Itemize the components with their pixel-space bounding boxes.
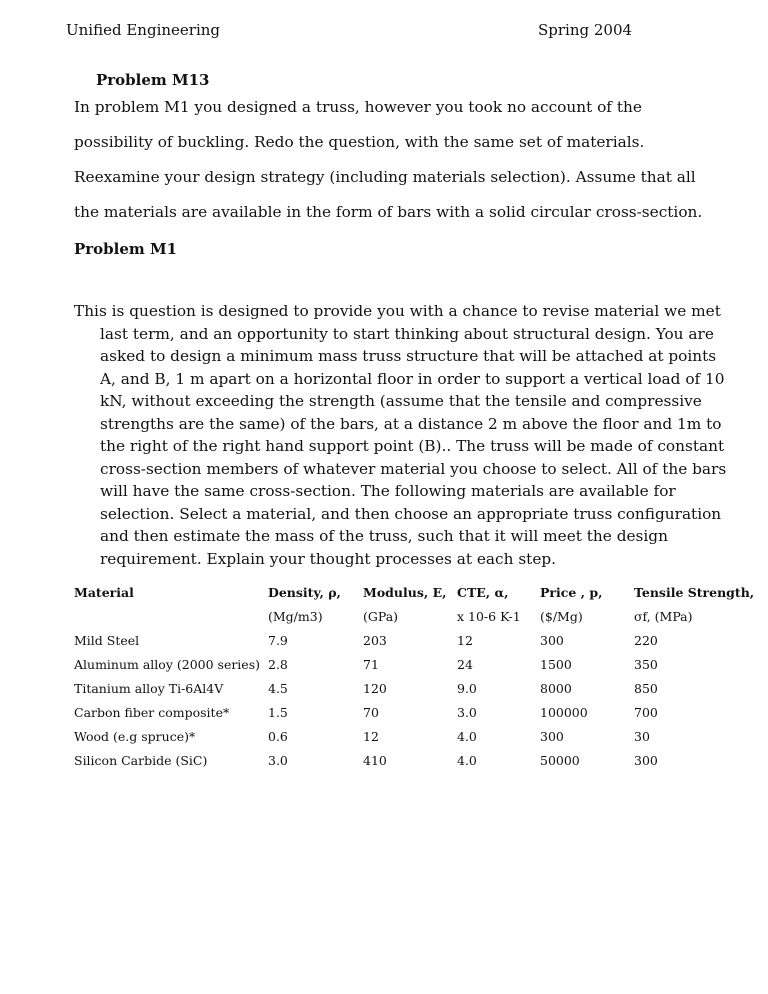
cell-strength: 700 xyxy=(634,704,658,720)
unit-strength: σf, (MPa) xyxy=(634,608,693,624)
table-row xyxy=(70,748,758,772)
cell-modulus: 203 xyxy=(363,632,387,648)
cell-density: 4.5 xyxy=(268,680,288,696)
table-row xyxy=(70,700,758,724)
table-row xyxy=(70,652,758,676)
col-header-price: Price , p, xyxy=(540,584,603,600)
cell-density: 0.6 xyxy=(268,728,288,744)
unit-modulus: (GPa) xyxy=(363,608,399,624)
cell-price: 100000 xyxy=(540,704,588,720)
cell-strength: 350 xyxy=(634,656,658,672)
unit-density: (Mg/m3) xyxy=(268,608,323,624)
cell-density: 2.8 xyxy=(268,656,288,672)
cell-cte: 3.0 xyxy=(457,704,477,720)
header-course: Unified Engineering xyxy=(66,21,221,39)
cell-price: 1500 xyxy=(540,656,572,672)
cell-density: 3.0 xyxy=(268,752,288,768)
cell-price: 50000 xyxy=(540,752,580,768)
col-header-density: Density, ρ, xyxy=(268,584,341,600)
cell-price: 8000 xyxy=(540,680,572,696)
problem-m13-title: Problem M13 xyxy=(96,71,210,89)
cell-density: 7.9 xyxy=(268,632,288,648)
header-term: Spring 2004 xyxy=(538,21,633,39)
cell-strength: 850 xyxy=(634,680,658,696)
cell-modulus: 70 xyxy=(363,704,379,720)
table-header-row xyxy=(70,580,758,604)
cell-cte: 12 xyxy=(457,632,473,648)
cell-modulus: 12 xyxy=(363,728,379,744)
cell-density: 1.5 xyxy=(268,704,288,720)
col-header-cte: CTE, α, xyxy=(457,584,509,600)
cell-modulus: 410 xyxy=(363,752,387,768)
cell-price: 300 xyxy=(540,632,564,648)
cell-cte: 9.0 xyxy=(457,680,477,696)
cell-cte: 4.0 xyxy=(457,752,477,768)
col-header-strength: Tensile Strength, xyxy=(634,584,755,600)
materials-table xyxy=(70,580,758,772)
unit-material xyxy=(70,604,264,628)
unit-price: ($/Mg) xyxy=(540,608,583,624)
cell-material: Aluminum alloy (2000 series) xyxy=(74,656,260,672)
cell-modulus: 120 xyxy=(363,680,387,696)
problem-m1-body: This is question is designed to provide you with a chance to revise material we met last term, and an opportunity to start thinking about structural design. You are asked to design a minimum mass truss structure that will be attached at points A, and B, 1 m apart on a horizontal floor in order to support a vertical load of 10 kN, without exceeding the strength (assume that the tensile and compressive strengths are the same) of the bars, at a distance 2 m above the floor and 1m to the right of the right hand support point (B).. The truss will be made of constant cross-section members of whatever material you choose to select. All of the bars will have the same cross-section. The following materials are available for selection. Select a material, and then choose an appropriate truss configuration and then estimate the mass of the truss, such that it will meet the design requirement. Explain your thought processes at each step. xyxy=(74,302,727,568)
cell-modulus: 71 xyxy=(363,656,379,672)
table-row xyxy=(70,724,758,748)
cell-cte: 24 xyxy=(457,656,473,672)
col-header-modulus: Modulus, E, xyxy=(363,584,447,600)
problem-m1-title: Problem M1 xyxy=(74,240,178,258)
cell-strength: 30 xyxy=(634,728,650,744)
cell-material: Carbon fiber composite* xyxy=(74,704,230,720)
cell-material: Silicon Carbide (SiC) xyxy=(74,752,208,768)
col-header-material: Material xyxy=(74,584,134,600)
table-row xyxy=(70,628,758,652)
table-units-row xyxy=(70,604,758,628)
cell-strength: 300 xyxy=(634,752,658,768)
cell-cte: 4.0 xyxy=(457,728,477,744)
table-row xyxy=(70,676,758,700)
problem-m13-body: In problem M1 you designed a truss, however you took no account of the possibility of buckling. Redo the question, with the same set of materials. Reexamine your design strategy (including materials selection). Assume that all the materials are available in the form of bars with a solid circular cross-section. xyxy=(74,98,703,221)
cell-price: 300 xyxy=(540,728,564,744)
cell-material: Titanium alloy Ti-6Al4V xyxy=(74,680,224,696)
cell-material: Mild Steel xyxy=(74,632,140,648)
unit-cte: x 10-6 K-1 xyxy=(457,608,521,624)
cell-material: Wood (e.g spruce)* xyxy=(74,728,196,744)
cell-strength: 220 xyxy=(634,632,658,648)
